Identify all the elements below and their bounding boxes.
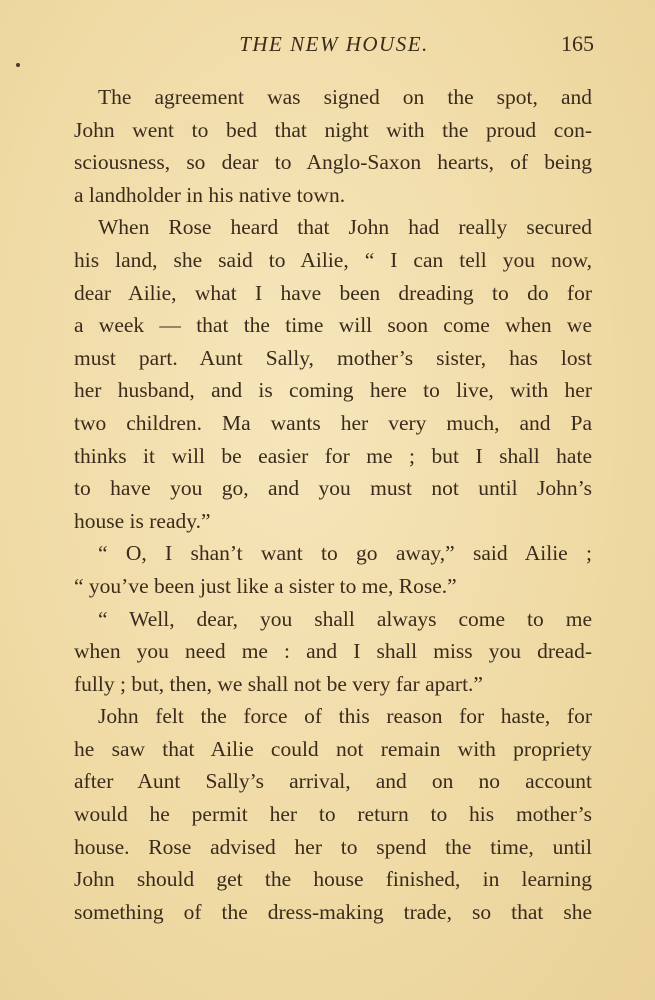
- text-line: must part. Aunt Sally, mother’s sister, has lost: [74, 345, 592, 370]
- text-line: something of the dress-making trade, so that she: [74, 899, 592, 924]
- text-line: John felt the force of this reason for haste, for: [98, 704, 592, 729]
- text-line: sciousness, so dear to Anglo-Saxon hearts, of being: [74, 150, 592, 175]
- running-title: THE NEW HOUSE.: [239, 32, 429, 56]
- text-line: The agreement was signed on the spot, and: [98, 85, 592, 109]
- text-line: to have you go, and you must not until John’s: [74, 476, 592, 501]
- text-line: When Rose heard that John had really secured: [98, 215, 592, 240]
- text-line: a landholder in his native town.: [74, 182, 346, 207]
- text-line: house. Rose advised her to spend the time, until: [74, 834, 592, 859]
- body-text: [74, 81, 592, 928]
- text-line: house is ready.”: [74, 508, 211, 533]
- text-line: two children. Ma wants her very much, and Pa: [74, 410, 592, 435]
- text-line: his land, she said to Ailie, “ I can tell you now,: [74, 247, 592, 272]
- ink-speck: [16, 63, 20, 67]
- text-line: after Aunt Sally’s arrival, and on no account: [74, 769, 592, 794]
- text-line: John should get the house finished, in learning: [74, 867, 592, 892]
- text-line: would he permit her to return to his mother’s: [74, 802, 592, 827]
- page-number: 165: [561, 31, 594, 56]
- text-line: when you need me : and I shall miss you dread-: [74, 639, 592, 664]
- text-line: “ O, I shan’t want to go away,” said Ailie ;: [98, 541, 592, 566]
- text-line: a week — that the time will soon come when we: [74, 313, 592, 338]
- text-line: dear Ailie, what I have been dreading to do for: [74, 280, 592, 305]
- text-line: thinks it will be easier for me ; but I shall hate: [74, 443, 592, 468]
- text-line: he saw that Ailie could not remain with propriety: [74, 736, 592, 761]
- running-head: [74, 30, 594, 60]
- text-line: fully ; but, then, we shall not be very far apart.”: [74, 671, 483, 696]
- text-line: her husband, and is coming here to live, with her: [74, 378, 592, 403]
- text-line: “ Well, dear, you shall always come to me: [98, 606, 592, 631]
- text-line: “ you’ve been just like a sister to me, Rose.”: [74, 573, 457, 598]
- text-line: John went to bed that night with the proud con-: [74, 117, 592, 142]
